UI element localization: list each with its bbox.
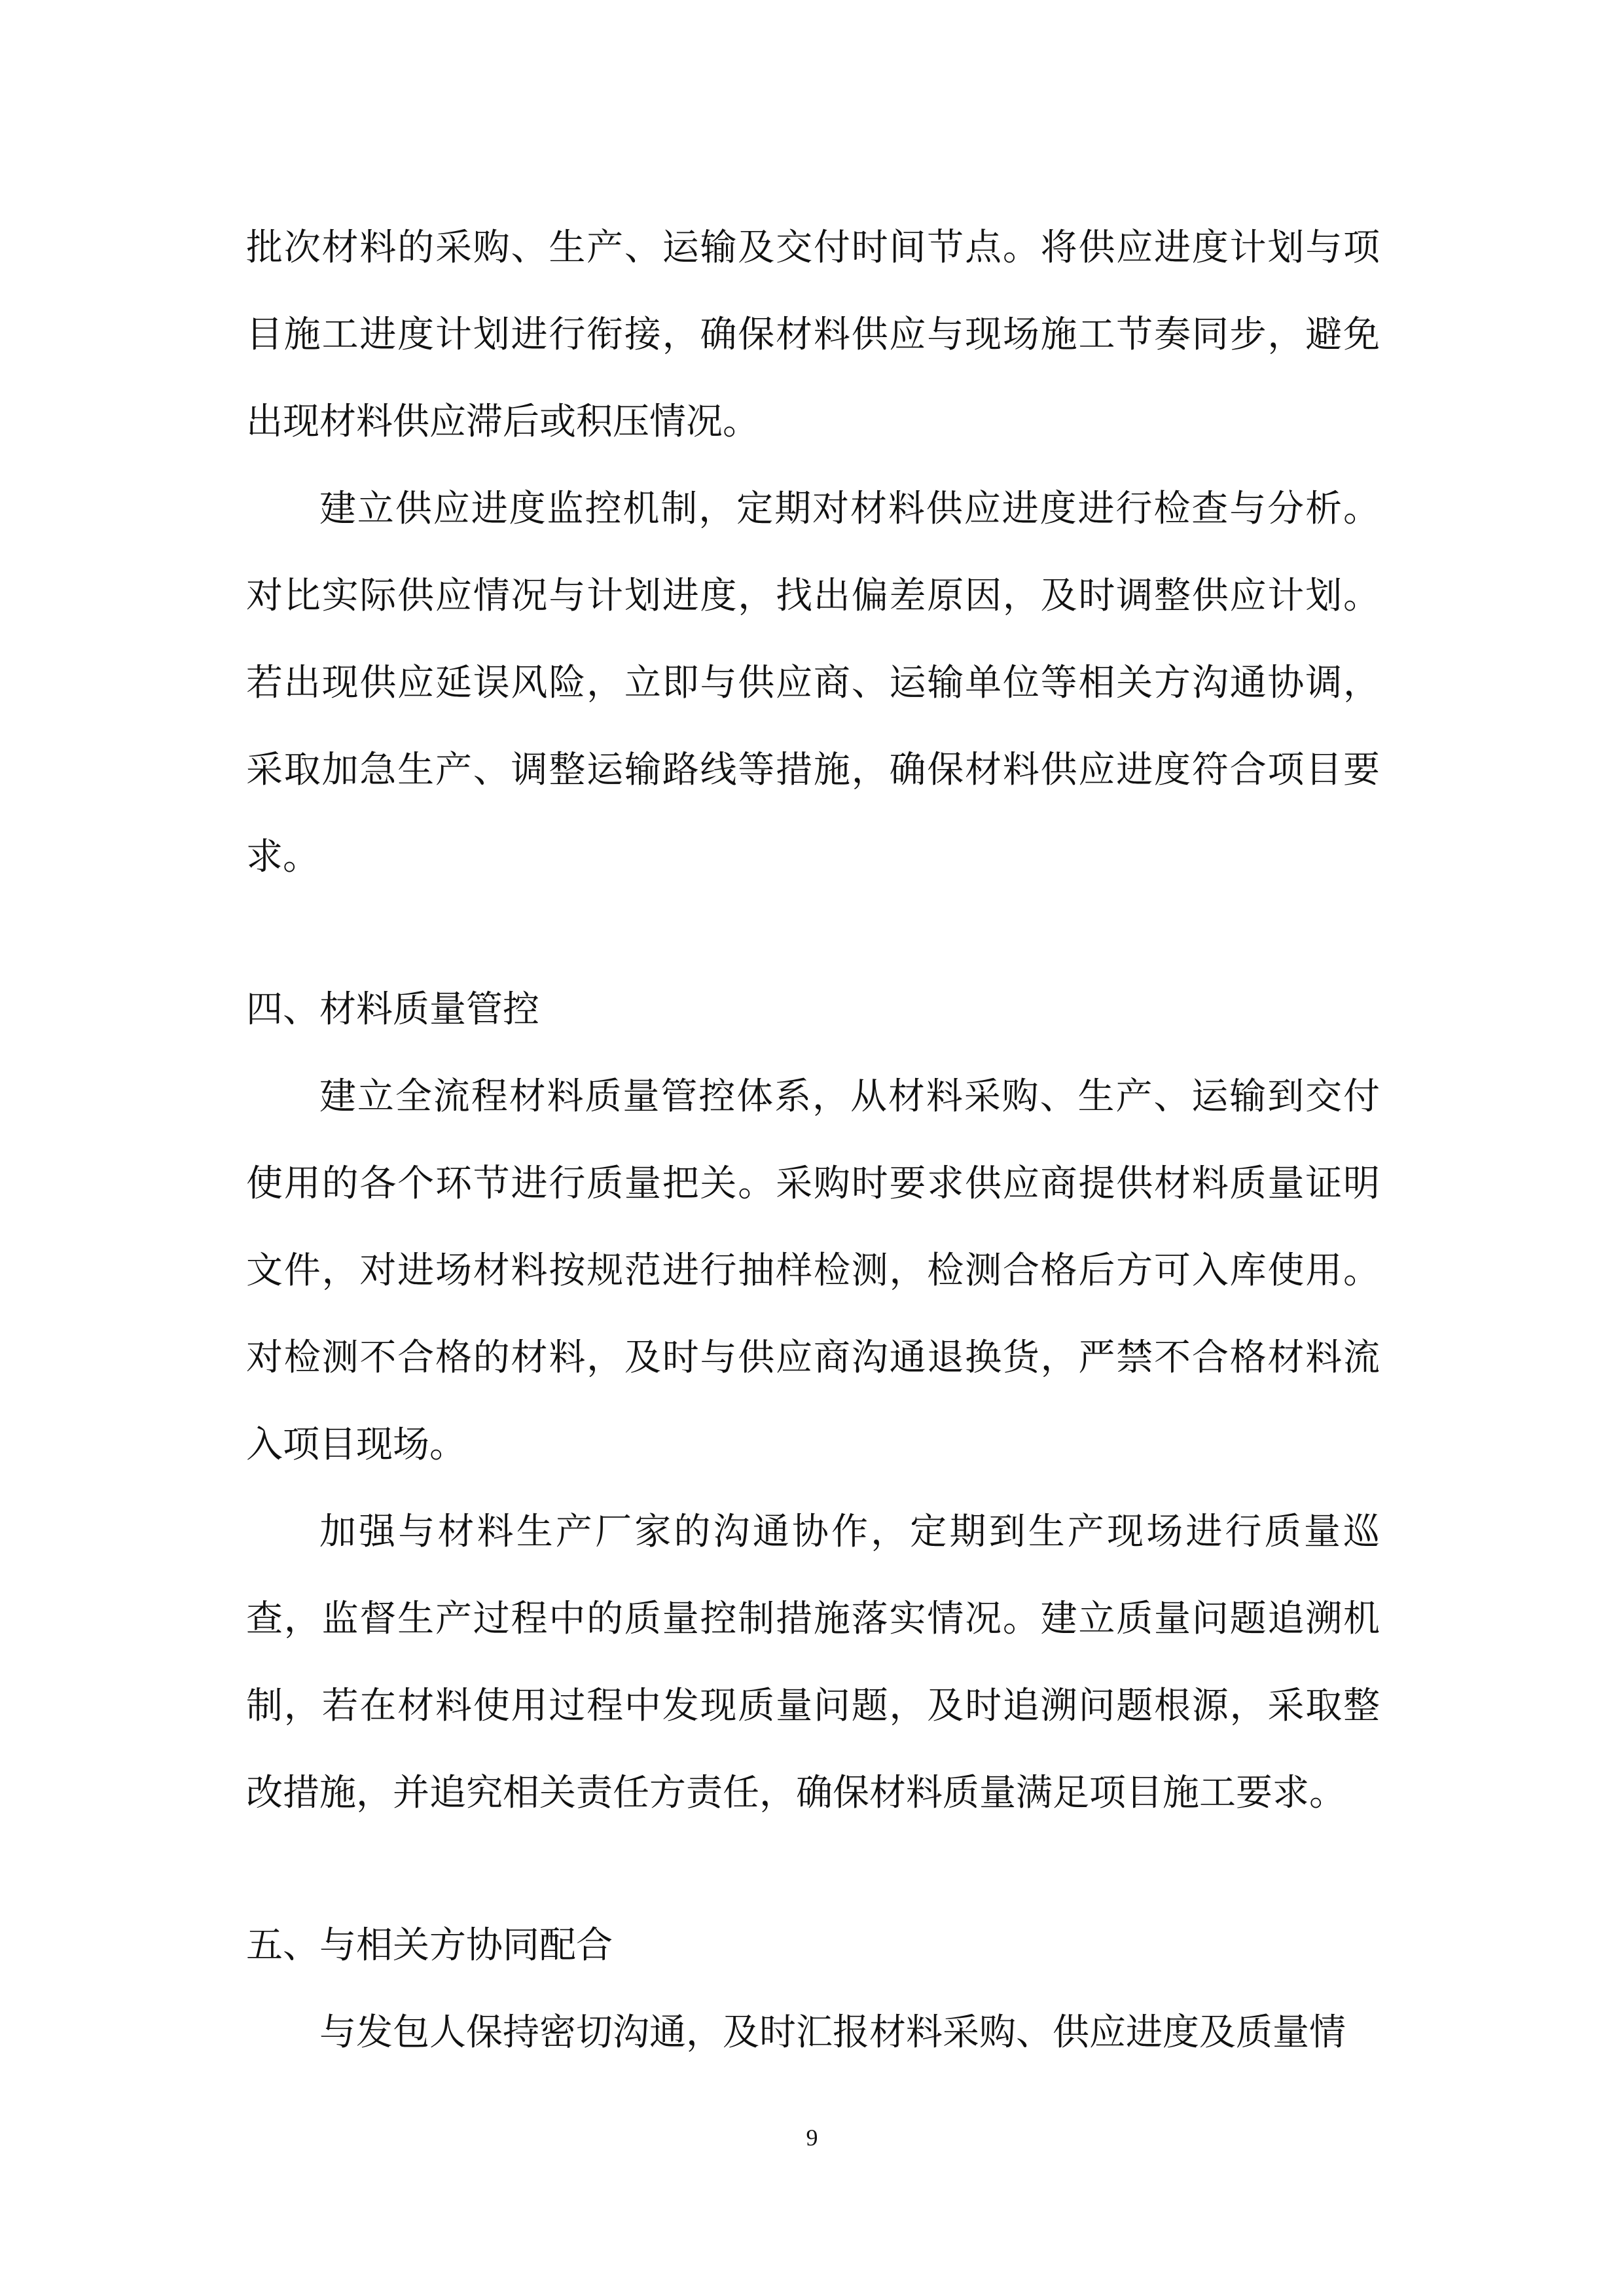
paragraph-quality-system: 建立全流程材料质量管控体系，从材料采购、生产、运输到交付使用的各个环节进行质量把关。采购时要求供应商提供材料质量证明文件，对进场材料按规范进行抽样检测，检测合格后方可入库使用。对检测不合格的材料，及时与供应商沟通退换货，严禁不合格材料流入项目现场。 (246, 1075, 1380, 1466)
document-body (246, 204, 1380, 2076)
section-heading-quality-control: 四、材料质量管控 (246, 988, 539, 1031)
paragraph-employer-communication: 与发包人保持密切沟通，及时汇报材料采购、供应进度及质量情 (319, 2011, 1346, 2054)
section-heading-coordination: 五、与相关方协同配合 (246, 1924, 613, 1967)
paragraph-supply-monitoring: 建立供应进度监控机制，定期对材料供应进度进行检查与分析。对比实际供应情况与计划进度，找出偏差原因，及时调整供应计划。若出现供应延误风险，立即与供应商、运输单位等相关方沟通协调，采取加急生产、调整运输路线等措施，确保材料供应进度符合项目要求。 (246, 488, 1380, 878)
section-gap (246, 1837, 1380, 1902)
section-gap (246, 901, 1380, 966)
paragraph-continuation: 批次材料的采购、生产、运输及交付时间节点。将供应进度计划与项目施工进度计划进行衔接，确保材料供应与现场施工节奏同步，避免出现材料供应滞后或积压情况。 (246, 226, 1380, 443)
paragraph-quality-inspection: 加强与材料生产厂家的沟通协作，定期到生产现场进行质量巡查，监督生产过程中的质量控制措施落实情况。建立质量问题追溯机制，若在材料使用过程中发现质量问题，及时追溯问题根源，采取整改措施，并追究相关责任方责任，确保材料质量满足项目施工要求。 (246, 1511, 1380, 1814)
page-number: 9 (806, 2125, 818, 2151)
